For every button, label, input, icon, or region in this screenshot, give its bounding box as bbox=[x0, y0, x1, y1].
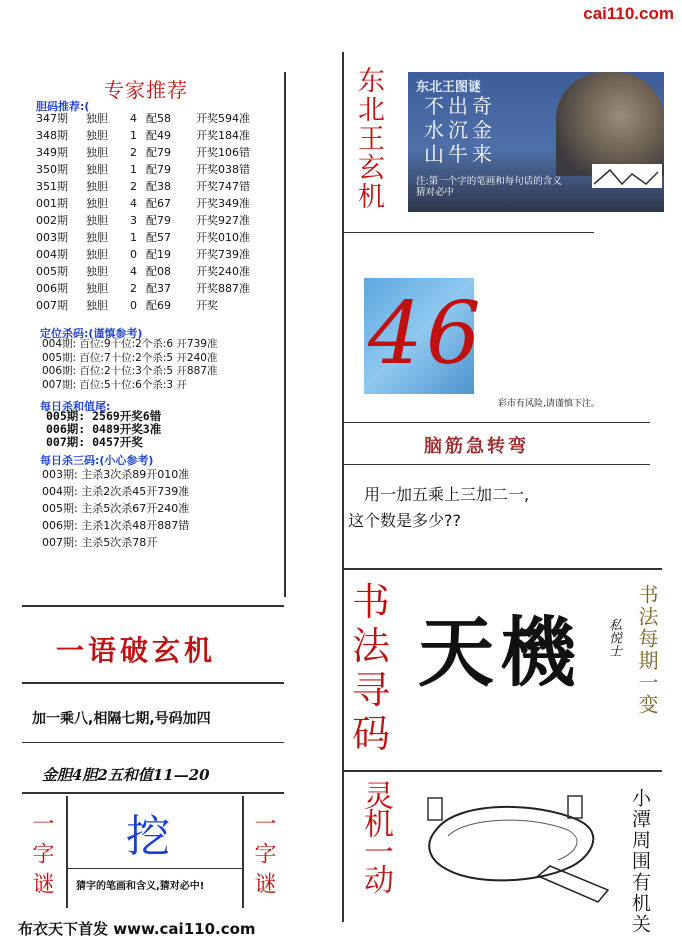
dan-cell: 配79 bbox=[146, 214, 171, 227]
dan-cell: 独胆 bbox=[86, 265, 108, 278]
dan-cell: 配38 bbox=[146, 180, 171, 193]
dan-cell: 独胆 bbox=[86, 214, 108, 227]
digit-6: 6 bbox=[426, 284, 481, 384]
shufa-right: 书法每期一变 bbox=[635, 584, 659, 716]
digits-image bbox=[364, 278, 481, 394]
riddle-lines bbox=[424, 94, 496, 166]
dan-cell: 配49 bbox=[146, 129, 171, 142]
kill3-row: 005期: 主杀5次杀67开240准 bbox=[42, 502, 190, 515]
zimi-mid-line bbox=[66, 868, 242, 869]
dan-cell: 开奖038错 bbox=[196, 163, 250, 176]
pos-row: 006期: 百位:2十位:3个杀:5 开887准 bbox=[42, 365, 218, 377]
dan-cell: 独胆 bbox=[86, 197, 108, 210]
brain-question-line: 用一加五乘上三加二一, bbox=[364, 485, 530, 504]
dan-cell: 开奖747错 bbox=[196, 180, 250, 193]
divider-yiyu bbox=[22, 682, 284, 684]
dan-row bbox=[36, 212, 250, 229]
pos-label: 定位杀码:(谨慎参考) bbox=[40, 327, 143, 340]
dan-cell: 开奖106错 bbox=[196, 146, 250, 159]
left-column-divider bbox=[284, 72, 286, 597]
kill3-row: 004期: 主杀2次杀45开739准 bbox=[42, 485, 190, 498]
yiyu-text: 加一乘八,相隔七期,号码加四 bbox=[32, 711, 211, 727]
xiaotan-text: 小潭周围有机关 bbox=[629, 788, 651, 935]
dan-cell: 开奖887准 bbox=[196, 282, 250, 295]
buddha-figure bbox=[556, 72, 664, 176]
dan-cell: 4 bbox=[130, 265, 137, 278]
dan-cell: 2 bbox=[130, 180, 137, 193]
footer-text: 布衣天下首发 www.cai110.com bbox=[18, 920, 256, 938]
shufa-side bbox=[352, 580, 410, 756]
brain-title: 脑筋急转弯 bbox=[424, 436, 529, 457]
dan-cell: 独胆 bbox=[86, 129, 108, 142]
digits-note: 彩市有风险,请谨慎下注。 bbox=[498, 399, 600, 409]
dan-cell: 0 bbox=[130, 248, 137, 261]
mountain-icon bbox=[592, 164, 662, 188]
dan-cell: 独胆 bbox=[86, 282, 108, 295]
zimi-line-left bbox=[66, 796, 68, 908]
dan-label: 胆码推荐:( bbox=[36, 100, 90, 113]
riddle-image bbox=[408, 72, 664, 212]
dan-row bbox=[36, 144, 250, 161]
zimi-side-right: 一字谜 bbox=[251, 812, 276, 902]
dan-cell: 独胆 bbox=[86, 299, 108, 312]
dan-cell: 348期 bbox=[36, 129, 68, 142]
dan-cell: 004期 bbox=[36, 248, 68, 261]
kill3-label: 每日杀三码:(小心参考) bbox=[40, 454, 154, 467]
sum-row: 005期: 2569开奖6错 bbox=[46, 409, 162, 423]
riddle-line: 不出奇 bbox=[424, 94, 496, 118]
dan-cell: 开奖927准 bbox=[196, 214, 250, 227]
dan-cell: 开奖010准 bbox=[196, 231, 250, 244]
divider-shufa-top bbox=[344, 568, 662, 570]
dan-row bbox=[36, 110, 250, 127]
zimi-line-right bbox=[242, 796, 244, 908]
dan-cell: 独胆 bbox=[86, 146, 108, 159]
dan-cell: 1 bbox=[130, 231, 137, 244]
dan-cell: 002期 bbox=[36, 214, 68, 227]
lingji-side: 灵机一动 bbox=[358, 780, 393, 892]
dan-row bbox=[36, 195, 250, 212]
divider-shufa-bottom bbox=[344, 770, 662, 772]
zimi-char: 挖 bbox=[126, 811, 170, 862]
brain-question-line: 这个数是多少?? bbox=[348, 511, 461, 530]
dan-cell: 独胆 bbox=[86, 180, 108, 193]
dan-cell: 开奖739准 bbox=[196, 248, 250, 261]
dan-cell: 003期 bbox=[36, 231, 68, 244]
dan-cell: 2 bbox=[130, 146, 137, 159]
sum-label: 每日杀和值尾: bbox=[40, 400, 111, 413]
gold-text: 金胆4胆2五和值11—20 bbox=[42, 766, 210, 784]
zimi-hint: 猜字的笔画和含义,猜对必中! bbox=[76, 881, 205, 892]
dan-row bbox=[36, 263, 250, 280]
sum-row: 006期: 0489开奖3准 bbox=[46, 422, 162, 436]
riddle-title: 东北王图谜 bbox=[416, 80, 482, 95]
dan-cell: 配08 bbox=[146, 265, 171, 278]
dan-cell: 2 bbox=[130, 282, 137, 295]
dan-cell: 006期 bbox=[36, 282, 68, 295]
dan-row bbox=[36, 280, 250, 297]
dan-cell: 1 bbox=[130, 163, 137, 176]
dan-cell: 347期 bbox=[36, 112, 68, 125]
yiyu-title: 一语破玄机 bbox=[56, 634, 217, 667]
divider-zimi bbox=[22, 792, 284, 794]
kill3-list bbox=[42, 466, 189, 551]
brain-question bbox=[348, 482, 530, 534]
dan-cell: 独胆 bbox=[86, 112, 108, 125]
dan-cell: 0 bbox=[130, 299, 137, 312]
pool-icon bbox=[418, 790, 618, 920]
dan-cell: 配37 bbox=[146, 282, 171, 295]
dan-cell: 配67 bbox=[146, 197, 171, 210]
dan-cell: 001期 bbox=[36, 197, 68, 210]
dan-cell: 独胆 bbox=[86, 163, 108, 176]
dan-cell: 开奖 bbox=[196, 299, 218, 312]
dan-cell: 349期 bbox=[36, 146, 68, 159]
dan-cell: 开奖184准 bbox=[196, 129, 250, 142]
expert-title: 专家推荐 bbox=[104, 78, 188, 102]
dan-row bbox=[36, 246, 250, 263]
dan-row bbox=[36, 127, 250, 144]
dan-cell: 配79 bbox=[146, 146, 171, 159]
dan-cell: 配69 bbox=[146, 299, 171, 312]
riddle-line: 山牛来 bbox=[424, 142, 496, 166]
right-column-divider bbox=[342, 52, 344, 922]
divider-digits bbox=[344, 422, 650, 423]
dan-cell: 独胆 bbox=[86, 231, 108, 244]
kill3-row: 003期: 主杀3次杀89开010准 bbox=[42, 468, 190, 481]
dan-table bbox=[36, 110, 250, 314]
dan-cell: 开奖240准 bbox=[196, 265, 250, 278]
shufa-side-text: 书法寻码 bbox=[352, 580, 391, 756]
shufa-chars: 天機 bbox=[418, 608, 582, 697]
pos-list bbox=[42, 338, 217, 392]
dan-cell: 配79 bbox=[146, 163, 171, 176]
dan-row bbox=[36, 229, 250, 246]
dan-row bbox=[36, 178, 250, 195]
dan-cell: 350期 bbox=[36, 163, 68, 176]
riddle-note: 注:第一个字的笔画和每句话的含义猜对必中 bbox=[416, 176, 562, 198]
dan-cell: 4 bbox=[130, 112, 137, 125]
dan-cell: 005期 bbox=[36, 265, 68, 278]
riddle-line: 水沉金 bbox=[424, 118, 496, 142]
divider-brain bbox=[344, 464, 650, 465]
dan-row bbox=[36, 161, 250, 178]
dan-cell: 1 bbox=[130, 129, 137, 142]
kill3-row: 006期: 主杀1次杀48开887错 bbox=[42, 519, 190, 532]
pool-sketch bbox=[418, 790, 618, 920]
dan-cell: 开奖349准 bbox=[196, 197, 250, 210]
divider-dongbei bbox=[344, 232, 594, 233]
divider-gold bbox=[22, 742, 284, 743]
mountain-sketch bbox=[592, 164, 662, 188]
site-logo[interactable]: cai110.com bbox=[583, 4, 674, 23]
yiyu-box bbox=[22, 605, 284, 682]
dan-cell: 配57 bbox=[146, 231, 171, 244]
dan-cell: 351期 bbox=[36, 180, 68, 193]
shufa-sign: 私悦士 bbox=[606, 618, 621, 657]
sum-list bbox=[46, 410, 161, 449]
zimi-side-left: 一字谜 bbox=[29, 812, 54, 902]
digit-4: 4 bbox=[368, 284, 423, 384]
pos-row: 005期: 百位:7十位:2个杀:5 开240准 bbox=[42, 351, 218, 364]
dan-cell: 配19 bbox=[146, 248, 171, 261]
dan-cell: 007期 bbox=[36, 299, 68, 312]
dan-cell: 配58 bbox=[146, 112, 171, 125]
dongbei-side: 东北王玄机 bbox=[353, 66, 384, 211]
pos-row: 004期: 百位:9十位:2个杀:6 开739准 bbox=[42, 338, 218, 350]
dan-cell: 3 bbox=[130, 214, 137, 227]
dan-cell: 独胆 bbox=[86, 248, 108, 261]
sum-row: 007期: 0457开奖 bbox=[46, 435, 143, 449]
dan-cell: 4 bbox=[130, 197, 137, 210]
pos-row: 007期: 百位:5十位:6个杀:3 开 bbox=[42, 378, 187, 391]
dan-row bbox=[36, 297, 250, 314]
kill3-row: 007期: 主杀5次杀78开 bbox=[42, 536, 158, 549]
dan-cell: 开奖594准 bbox=[196, 112, 250, 125]
